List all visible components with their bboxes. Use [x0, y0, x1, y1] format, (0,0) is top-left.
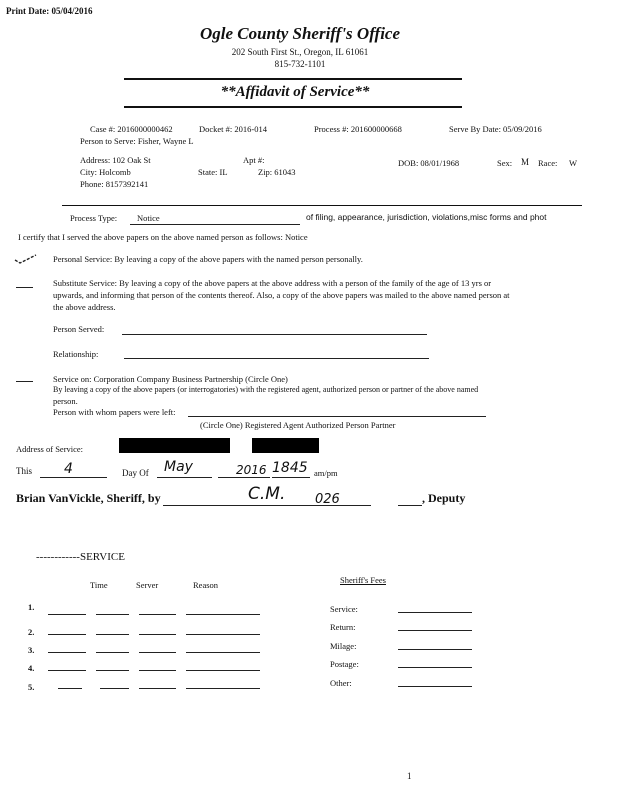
document-title: **Affidavit of Service** — [220, 84, 370, 100]
service-row-number: 3. — [28, 645, 35, 655]
sex-label: Sex: — [497, 158, 513, 168]
case-number: Case #: 2016000000462 — [90, 124, 173, 134]
day-of-label: Day Of — [122, 468, 149, 478]
person-served-line — [122, 334, 427, 335]
certify-statement: I certify that I served the above papers on the above named person as follows: Notice — [18, 232, 308, 242]
fee-label: Milage: — [330, 641, 357, 651]
column-header-time: Time — [90, 580, 108, 590]
page-number: 1 — [407, 771, 412, 781]
fee-label: Return: — [330, 622, 356, 632]
service-time-line — [48, 614, 86, 615]
service-time-line — [58, 688, 82, 689]
process-type-suffix: of filing, appearance, jurisdiction, violations,misc forms and phot — [306, 212, 547, 222]
substitute-service-line1: Substitute Service: By leaving a copy of the above papers at the above address with a person of the family of the age of 13 yrs or — [53, 278, 492, 288]
column-header-reason: Reason — [193, 580, 219, 590]
service-time-line — [48, 652, 86, 653]
deputy-signature: C.M. — [248, 484, 286, 504]
personal-service-text: Personal Service: By leaving a copy of the above papers with the named person personally. — [53, 254, 363, 264]
apt-number: Apt #: — [243, 155, 265, 165]
service-server-line — [96, 634, 129, 635]
fee-line — [398, 667, 472, 668]
address-of-service-label: Address of Service: — [16, 444, 84, 454]
header-rule-top — [124, 78, 462, 80]
service-row-number: 2. — [28, 627, 35, 637]
fee-label: Service: — [330, 604, 358, 614]
substitute-service-blank — [16, 287, 33, 288]
serve-address: Address: 102 Oak St — [80, 155, 151, 165]
race-label: Race: — [538, 158, 558, 168]
fee-line — [398, 649, 472, 650]
corporation-service-line2: By leaving a copy of the above papers (or interrogatories) with the registered agent, authorized person or partner of the above named — [53, 385, 479, 394]
fee-label: Postage: — [330, 659, 359, 669]
process-type-value: Notice — [137, 213, 160, 223]
service-reason-line — [186, 614, 260, 615]
service-reason-line — [186, 634, 260, 635]
service-server-line — [139, 688, 176, 689]
process-type-label: Process Type: — [70, 213, 118, 223]
service-server-line — [139, 652, 176, 653]
am-pm-label: am/pm — [314, 468, 338, 478]
papers-left-with-label: Person with whom papers were left: — [53, 407, 176, 417]
service-server-line — [139, 614, 176, 615]
service-row-number: 5. — [28, 682, 35, 692]
process-number: Process #: 201600000668 — [314, 124, 402, 134]
relationship-line — [124, 358, 429, 359]
checkmark-icon — [14, 253, 38, 265]
substitute-service-line2: upwards, and informing that person of the contents thereof. Also, a copy of the above papers was mailed to the above named person at — [53, 290, 510, 300]
redaction-block — [252, 438, 319, 453]
deputy-number-line — [398, 505, 422, 506]
service-time-line — [48, 634, 86, 635]
service-server-line — [96, 670, 129, 671]
office-title: Ogle County Sheriff's Office — [199, 24, 401, 43]
corporation-service-line1: Service on: Corporation Company Business Partnership (Circle One) — [53, 374, 288, 384]
corporation-service-line3: person. — [53, 396, 78, 406]
service-server-line — [139, 634, 176, 635]
personal-service-check — [14, 252, 38, 264]
service-row-number: 4. — [28, 663, 35, 673]
redaction-block — [119, 438, 230, 453]
race-value: W — [569, 158, 578, 168]
service-server-line — [100, 688, 129, 689]
papers-left-with-line — [188, 416, 486, 417]
this-label: This — [16, 466, 33, 476]
print-date: Print Date: 05/04/2016 — [6, 6, 93, 16]
serve-city: City: Holcomb — [80, 167, 131, 177]
fee-label: Other: — [330, 678, 352, 688]
circle-one-options: (Circle One) Registered Agent Authorized Person Partner — [200, 420, 396, 430]
service-row-number: 1. — [28, 602, 35, 612]
service-reason-line — [186, 652, 260, 653]
service-time-line — [48, 670, 86, 671]
serve-phone: Phone: 8157392141 — [80, 179, 149, 189]
fee-line — [398, 612, 472, 613]
month-value: May — [164, 459, 193, 475]
fees-title: Sheriff's Fees — [340, 575, 386, 585]
signature-year: 026 — [315, 492, 340, 507]
service-reason-line — [186, 670, 260, 671]
fee-line — [398, 686, 472, 687]
column-header-server: Server — [136, 580, 159, 590]
service-server-line — [139, 670, 176, 671]
person-served-label: Person Served: — [53, 324, 105, 334]
header-rule-bottom — [124, 106, 462, 108]
month-line — [157, 477, 212, 478]
substitute-service-line3: the above address. — [53, 302, 116, 312]
person-to-serve: Person to Serve: Fisher, Wayne L — [80, 136, 194, 146]
time-value: 1845 — [272, 460, 308, 476]
year-line — [218, 477, 270, 478]
day-value: 4 — [64, 461, 73, 477]
time-line — [272, 477, 310, 478]
relationship-label: Relationship: — [53, 349, 99, 359]
office-address: 202 South First St., Oregon, IL 61061 — [231, 47, 369, 57]
sex-value: M — [521, 157, 530, 167]
fee-line — [398, 630, 472, 631]
corporation-service-blank — [16, 381, 33, 382]
year-value: 2016 — [236, 463, 267, 477]
serve-zip: Zip: 61043 — [258, 167, 296, 177]
office-phone: 815-732-1101 — [274, 59, 326, 69]
sheriff-label: Brian VanVickle, Sheriff, by — [16, 491, 161, 505]
service-section-title: ------------SERVICE — [36, 551, 125, 563]
serve-state: State: IL — [198, 167, 228, 177]
deputy-label: , Deputy — [422, 491, 466, 505]
serve-by-date: Serve By Date: 05/09/2016 — [449, 124, 542, 134]
section-divider — [62, 205, 582, 206]
docket-number: Docket #: 2016-014 — [199, 124, 267, 134]
process-type-line — [130, 224, 300, 225]
day-line — [40, 477, 107, 478]
date-of-birth: DOB: 08/01/1968 — [398, 158, 460, 168]
service-server-line — [96, 652, 129, 653]
service-server-line — [96, 614, 129, 615]
service-reason-line — [186, 688, 260, 689]
